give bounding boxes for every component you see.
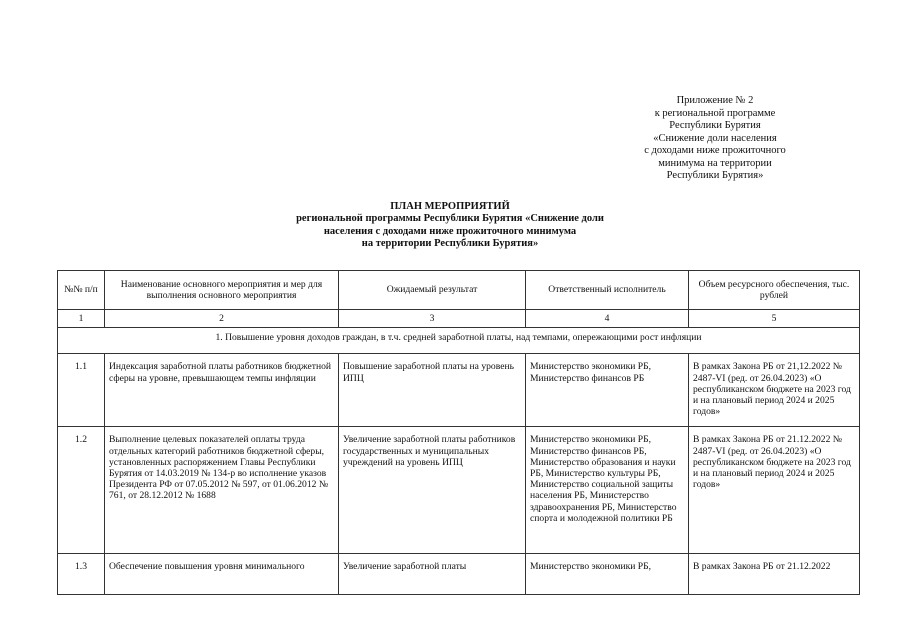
row-result: Увеличение заработной платы работников государственных и муниципальных учреждений на уровень ИПЦ — [339, 427, 526, 554]
plan-title-line: региональной программы Республики Бурятия «Снижение доли — [296, 213, 604, 225]
section-title: 1. Повышение уровня доходов граждан, в т.ч. средней заработной платы, над темпами, опережающими рост инфляции — [58, 328, 860, 354]
column-number: 1 — [58, 310, 105, 328]
row-result: Повышение заработной платы на уровень ИПЦ — [339, 354, 526, 427]
row-num: 1.1 — [58, 354, 105, 427]
row-num: 1.2 — [58, 427, 105, 554]
row-executor: Министерство экономики РБ, Министерство финансов РБ — [526, 354, 689, 427]
column-number: 2 — [105, 310, 339, 328]
header-result: Ожидаемый результат — [339, 271, 526, 310]
plan-title-line: на территории Республики Бурятия» — [361, 237, 539, 249]
column-number: 5 — [689, 310, 860, 328]
column-number: 4 — [526, 310, 689, 328]
table-row — [58, 554, 860, 595]
column-number: 3 — [339, 310, 526, 328]
row-executor: Министерство экономики РБ, — [526, 554, 689, 595]
row-name: Выполнение целевых показателей оплаты труда отдельных категорий работников бюджетной сферы, установленных распоряжением Главы Республики Бурятия от 14.03.2019 № 134-р во исполнение указов Президента РФ от 07.05.2012 № 597, от 01.06.2012 № 761, от 28.12.2012 № 1688 — [105, 427, 339, 554]
row-executor: Министерство экономики РБ, Министерство финансов РБ, Министерство образования и науки РБ, Министерство культуры РБ, Министерство социальной защиты населения РБ, Министерство здравоохранения РБ, Министерство спорта и молодежной политики РБ — [526, 427, 689, 554]
header-executor: Ответственный исполнитель — [526, 271, 689, 310]
header-name: Наименование основного мероприятия и мер для выполнения основного мероприятия — [105, 271, 339, 310]
section-row — [58, 328, 860, 354]
row-name: Обеспечение повышения уровня минимального — [105, 554, 339, 595]
row-name: Индексация заработной платы работников бюджетной сферы на уровне, превышающем темпы инфляции — [105, 354, 339, 427]
row-resources: В рамках Закона РБ от 21.12.2022 — [689, 554, 860, 595]
annex-line: с доходами ниже прожиточного — [644, 145, 786, 156]
annex-line: Приложение № 2 — [676, 95, 754, 106]
plan-title-line: населения с доходами ниже прожиточного минимума — [323, 225, 577, 237]
plan-table — [57, 270, 860, 595]
header-num: №№ п/п — [58, 271, 105, 310]
plan-title — [240, 201, 660, 250]
row-resources: В рамках Закона РБ от 21.12.2022 № 2487-VI (ред. от 26.04.2023) «О республиканском бюджете на 2023 год и на плановый период 2024 и 2025 годов» — [689, 427, 860, 554]
annex-block — [610, 95, 820, 183]
annex-line: «Снижение доли населения — [653, 132, 777, 144]
row-num: 1.3 — [58, 554, 105, 595]
annex-line: минимума на территории — [658, 157, 772, 169]
annex-line: к региональной программе — [654, 107, 776, 119]
row-result: Увеличение заработной платы — [339, 554, 526, 595]
row-resources: В рамках Закона РБ от 21,12.2022 № 2487-VI (ред. от 26.04.2023) «О республиканском бюджете на 2023 год и на плановый период 2024 и 2025 годов» — [689, 354, 860, 427]
annex-line: Республики Бурятия» — [666, 170, 764, 181]
plan-heading: ПЛАН МЕРОПРИЯТИЙ — [390, 201, 510, 212]
header-resources: Объем ресурсного обеспечения, тыс. рублей — [689, 271, 860, 310]
column-number-row — [58, 310, 860, 328]
table-row — [58, 354, 860, 427]
annex-line: Республики Бурятия — [669, 120, 761, 131]
table-header-row — [58, 271, 860, 310]
table-row — [58, 427, 860, 554]
